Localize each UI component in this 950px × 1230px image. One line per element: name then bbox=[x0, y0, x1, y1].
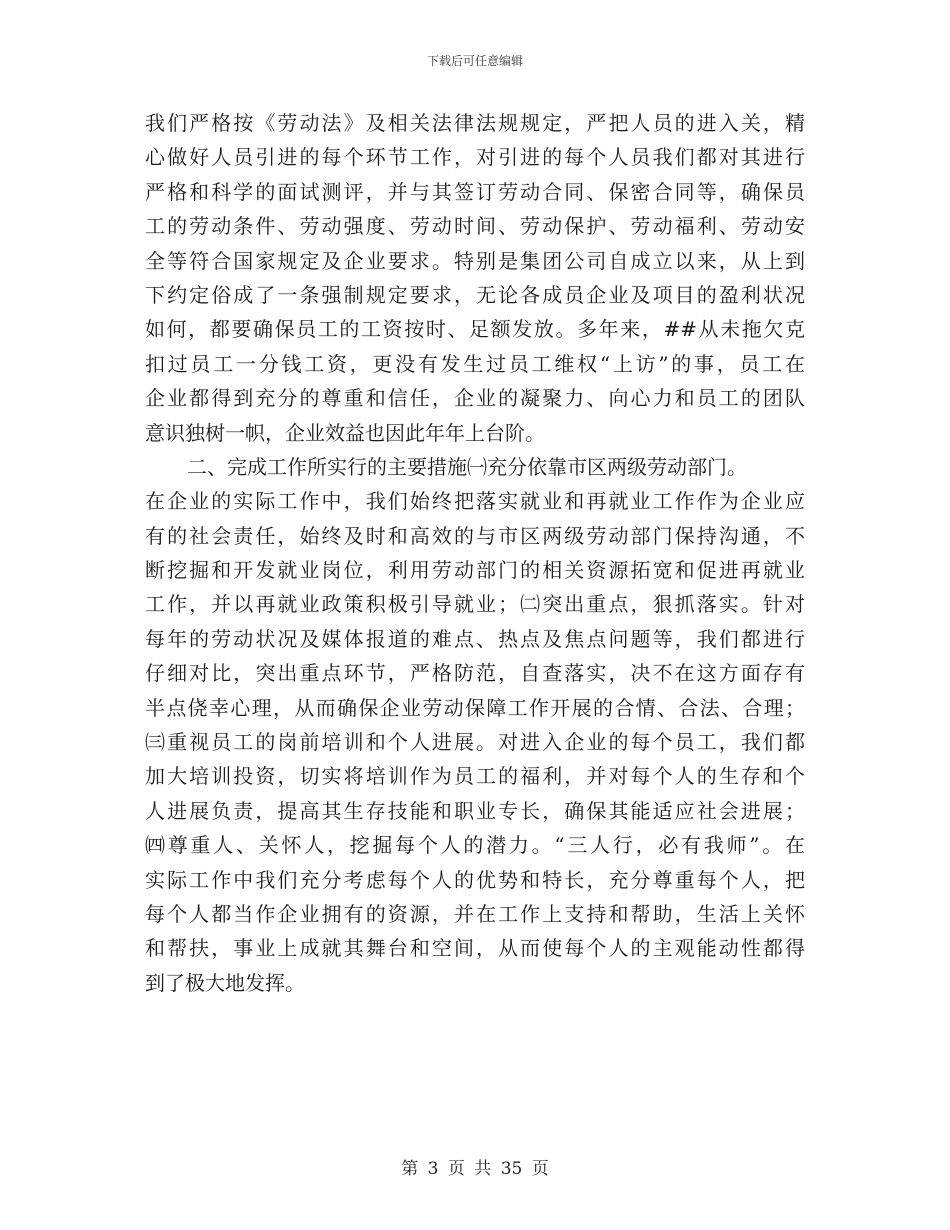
text-line: 工作，并以再就业政策积极引导就业；㈡突出重点，狠抓落实。针对 bbox=[145, 592, 805, 617]
page-footer: 第 3 页 共 35 页 bbox=[401, 1159, 549, 1179]
text-line: 严格和科学的面试测评，并与其签订劳动合同、保密合同等，确保员 bbox=[145, 179, 805, 204]
page-header: 下载后可任意编辑 bbox=[426, 54, 523, 68]
text-line: 断挖掘和开发就业岗位，利用劳动部门的相关资源拓宽和促进再就业 bbox=[145, 558, 805, 583]
text-line: 扣过员工一分钱工资，更没有发生过员工维权“上访”的事，员工在 bbox=[145, 351, 805, 376]
text-line: 仔细对比，突出重点环节，严格防范，自查落实，决不在这方面存有 bbox=[145, 661, 805, 686]
text-line: 每个人都当作企业拥有的资源，并在工作上支持和帮助，生活上关怀 bbox=[145, 901, 805, 926]
text-line: 实际工作中我们充分考虑每个人的优势和特长，充分尊重每个人，把 bbox=[145, 867, 805, 892]
text-line: 半点侥幸心理，从而确保企业劳动保障工作开展的合情、合法、合理； bbox=[145, 695, 805, 720]
text-line: 和帮扶，事业上成就其舞台和空间，从而使每个人的主观能动性都得 bbox=[145, 936, 805, 961]
text-line: ㈢重视员工的岗前培训和个人进展。对进入企业的每个员工，我们都 bbox=[145, 730, 805, 755]
text-line: 企业都得到充分的尊重和信任，企业的凝聚力、向心力和员工的团队 bbox=[145, 386, 805, 411]
text-line: 人进展负责，提高其生存技能和职业专长，确保其能适应社会进展； bbox=[145, 798, 805, 823]
text-line: 心做好人员引进的每个环节工作，对引进的每个人员我们都对其进行 bbox=[145, 145, 805, 170]
text-line: 意识独树一帜，企业效益也因此年年上台阶。 bbox=[145, 420, 545, 445]
text-line: 在企业的实际工作中，我们始终把落实就业和再就业工作作为企业应 bbox=[145, 489, 805, 514]
text-line: 我们严格按《劳动法》及相关法律法规规定，严把人员的进入关，精 bbox=[145, 111, 805, 135]
text-line: 全等符合国家规定及企业要求。特别是集团公司自成立以来，从上到 bbox=[145, 248, 805, 273]
text-line: ㈣尊重人、关怀人，挖掘每个人的潜力。“三人行，必有我师”。在 bbox=[145, 833, 805, 858]
section-heading-line: 二、完成工作所实行的主要措施㈠充分依靠市区两级劳动部门。 bbox=[187, 454, 747, 479]
text-line: 加大培训投资，切实将培训作为员工的福利，并对每个人的生存和个 bbox=[145, 764, 805, 789]
text-line: 工的劳动条件、劳动强度、劳动时间、劳动保护、劳动福利、劳动安 bbox=[145, 214, 805, 239]
text-line: 有的社会责任，始终及时和高效的与市区两级劳动部门保持沟通，不 bbox=[145, 523, 805, 548]
text-line: 每年的劳动状况及媒体报道的难点、热点及焦点问题等，我们都进行 bbox=[145, 626, 805, 651]
body-text bbox=[145, 106, 805, 1000]
text-line: 到了极大地发挥。 bbox=[145, 970, 305, 995]
text-line: 下约定俗成了一条强制规定要求，无论各成员企业及项目的盈利状况 bbox=[145, 282, 805, 307]
text-line: 如何，都要确保员工的工资按时、足额发放。多年来，##从未拖欠克 bbox=[145, 317, 805, 342]
